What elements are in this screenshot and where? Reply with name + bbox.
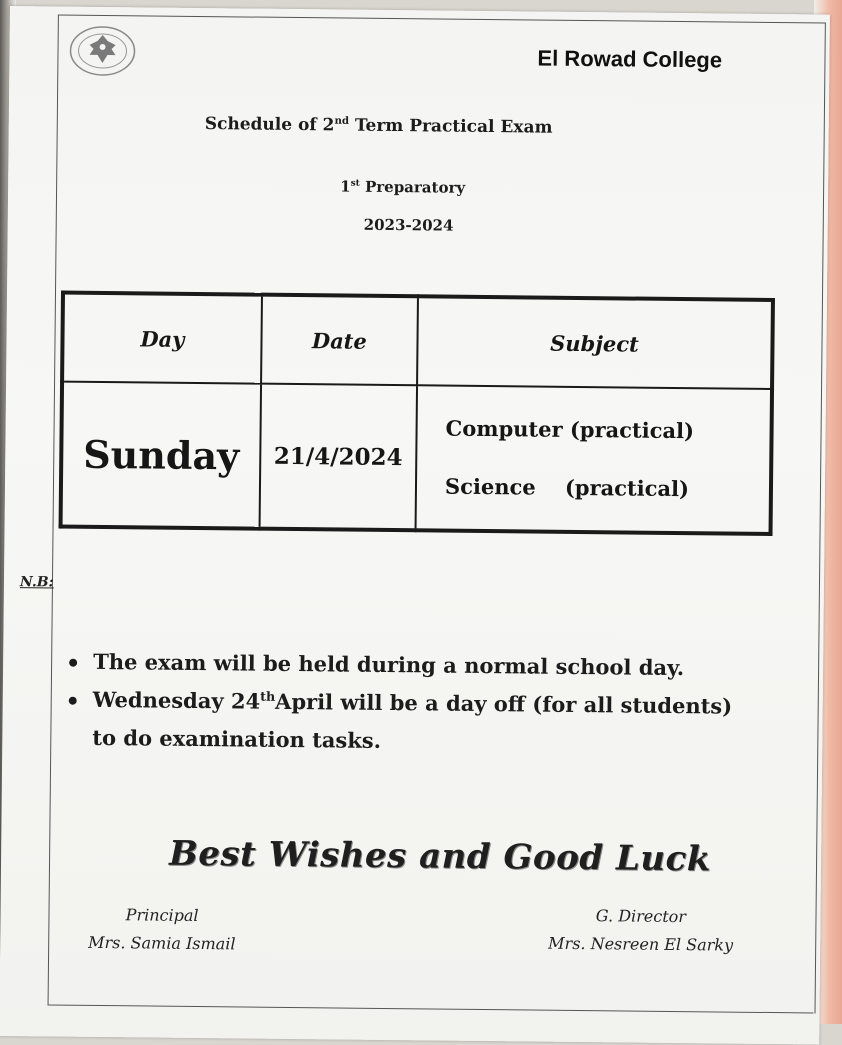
header-subject: Subject [417,296,773,389]
principal-name: Mrs. Samia Ismail [88,932,236,954]
college-name: El Rowad College [537,45,723,73]
schedule-title: Schedule of 2nd Term Practical Exam [204,114,553,138]
notes-list [66,643,733,764]
paper-sheet [0,6,830,1045]
principal-title: Principal [125,905,199,926]
school-seal-icon [67,25,138,78]
notes-label: N.B: [19,574,54,591]
exam-schedule-table [59,291,775,536]
subject-item: Science (practical) [444,473,690,502]
academic-year: 2023-2024 [363,215,454,235]
grade-label: 1st Preparatory [340,177,466,197]
principal-signature-block [88,901,236,959]
director-name: Mrs. Nesreen El Sarky [548,933,734,955]
cell-date: 21/4/2024 [259,384,417,531]
cell-subjects [416,385,773,534]
director-signature-block [548,902,733,960]
list-item: Wednesday 24thApril will be a day off (for all students) to do examination tasks. [66,681,732,764]
closing-wishes: Best Wishes and Good Luck [168,833,712,880]
header-day: Day [62,293,262,384]
cell-day: Sunday [61,382,261,529]
director-title: G. Director [595,906,687,927]
header-date: Date [261,295,418,386]
list-item: The exam will be held during a normal school day. [67,643,733,688]
subject-item: Computer (practical) [445,415,695,444]
table-header-row [62,293,773,389]
table-row [61,382,772,534]
